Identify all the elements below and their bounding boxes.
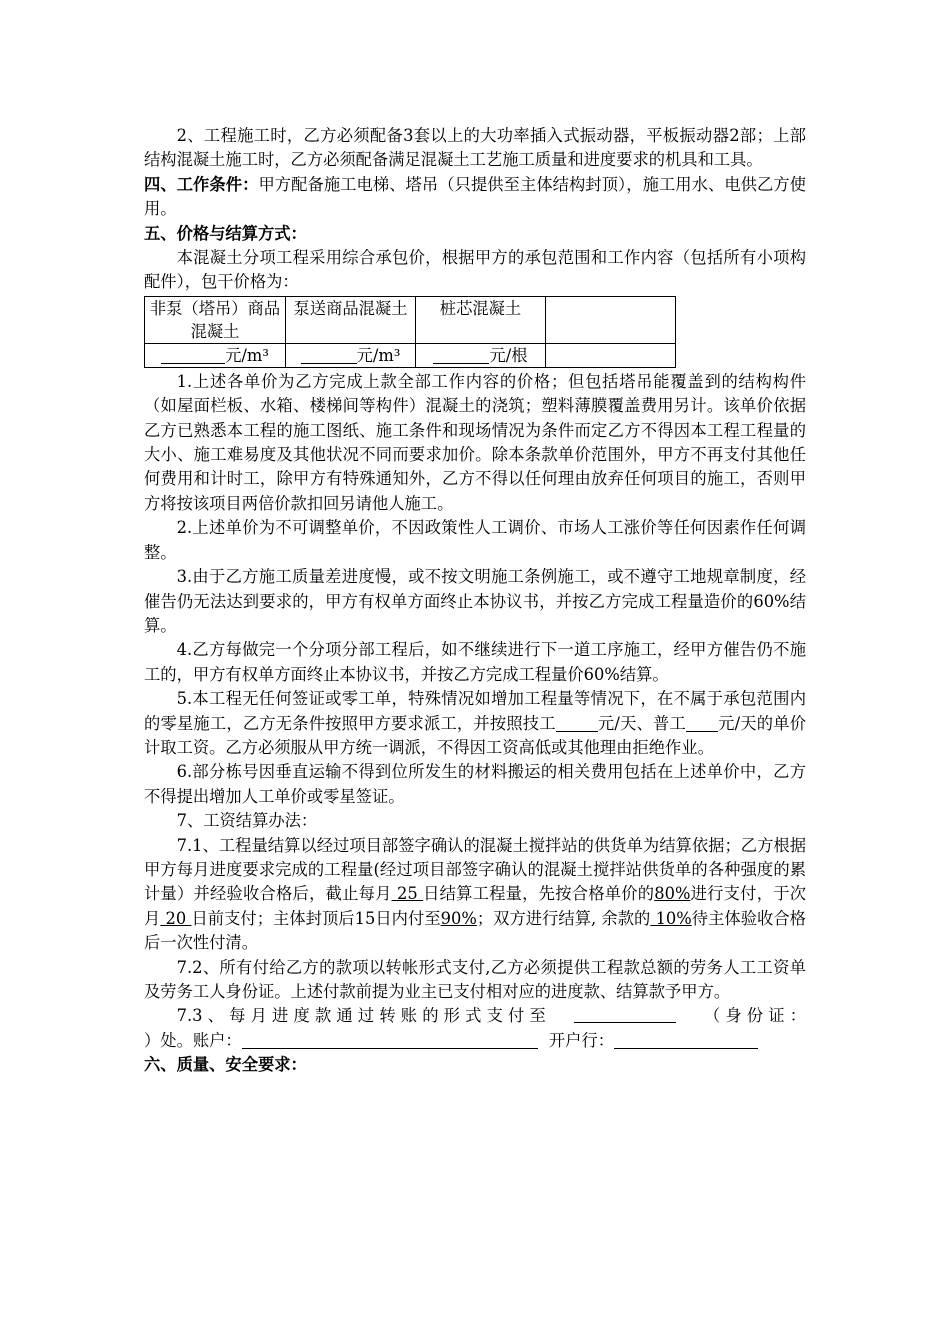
blank-line [242, 1030, 538, 1049]
heading-price-settlement: 五、价格与结算方式： [144, 223, 307, 243]
paragraph-equipment: 2、工程施工时，乙方必须配备3套以上的大功率插入式振动器，平板振动器2部；上部结构混凝土施工时，乙方必须配备满足混凝土工艺施工质量和进度要求的机具和工具。 [144, 126, 806, 170]
section-work-conditions [144, 173, 806, 222]
work-conditions-text: 甲方配备施工电梯、塔吊（只提供至主体结构封顶），施工用水、电供乙方使用。 [144, 174, 806, 219]
heading-work-conditions: 四、工作条件： [144, 174, 259, 194]
clause-7-3-line-1: 7.3 、 每 月 进 度 款 通 过 转 账 的 形 式 支 付 至 （ 身 份 证 ： [176, 1006, 806, 1026]
table-cell [546, 343, 676, 367]
table-cell: 元/m³ [286, 343, 416, 367]
table-header-cell: 泵送商品混凝土 [286, 296, 416, 343]
blank-line [301, 345, 357, 364]
table-header-cell: 桩芯混凝土 [416, 296, 546, 343]
blank-line [686, 713, 718, 732]
clause-7: 7、工资结算办法： [176, 811, 318, 831]
clause-2: 2.上述单价为不可调整单价，不因政策性人工调价、市场人工涨价等任何因素作任何调整。 [144, 518, 806, 562]
clause-4: 4.乙方每做完一个分项分部工程后，如不继续进行下一道工序施工，经甲方催告仍不施工的，甲方有权单方面终止本协议书，并按乙方完成工程量价60%结算。 [144, 640, 806, 684]
clause-7-2: 7.2、所有付给乙方的款项以转帐形式支付,乙方必须提供工程款总额的劳务人工工资单及劳务工人身份证。上述付款前提为业主已支付相对应的进度款、结算款予甲方。 [144, 957, 806, 1001]
blank-line [556, 713, 598, 732]
table-header-cell [546, 296, 676, 343]
table-header-row [145, 296, 676, 343]
price-table [144, 296, 676, 368]
table-header-cell: 非泵（塔吊）商品混凝土 [145, 296, 286, 343]
clause-1: 1.上述各单价为乙方完成上款全部工作内容的价格；但包括塔吊能覆盖到的结构构件（如屋面栏板、水箱、楼梯间等构件）混凝土的浇筑；塑料薄膜覆盖费用另计。该单价依据乙方已熟悉本工程的施工图纸、施工条件和现场情况为条件而定乙方不得因本工程工程量的大小、施工难易度及其他状况不同而要求加价。除本条款单价范围外，甲方不再支付其他任何费用和计时工，除甲方有特殊通知外，乙方不得以任何理由放弃任何项目的施工，否则甲方将按该项目两倍价款扣回另请他人施工。 [144, 371, 806, 513]
clause-5: 5.本工程无任何签证或零工单，特殊情况如增加工程量等情况下，在不属于承包范围内的零星施工，乙方无条件按照甲方要求派工，并按照技工 元/天、普工 元/天的单价计取工资。乙方必须服从甲方统一调派，不得因工资高低或其他理由拒绝作业。 [144, 689, 806, 757]
table-cell: 元/根 [416, 343, 546, 367]
clause-7-1: 7.1、工程量结算以经过项目部签字确认的混凝土搅拌站的供货单为结算依据；乙方根据甲方每月进度要求完成的工程量(经过项目部签字确认的混凝土搅拌站供货单的各种强度的累计量）并经验收合格后，截止每月 25 日结算工程量，先按合格单价的80%进行支付，于次月 20 日前支付；主体封顶后15日内付至90%；双方进行结算, 余款的 10%待主体验收合格后一次性付清。 [144, 835, 806, 953]
blank-line [574, 1004, 676, 1023]
paragraph-price-intro: 本混凝土分项工程采用综合承包价，根据甲方的承包范围和工作内容（包括所有小项构配件），包干价格为： [144, 248, 806, 292]
clause-3: 3.由于乙方施工质量差进度慢，或不按文明施工条例施工，或不遵守工地规章制度，经催告仍无法达到要求的，甲方有权单方面终止本协议书，并按乙方完成工程量造价的60%结算。 [144, 567, 806, 635]
clause-6: 6.部分栋号因垂直运输不得到位所发生的材料搬运的相关费用包括在上述单价中，乙方不得提出增加人工单价或零星签证。 [144, 762, 806, 806]
blank-line [433, 345, 489, 364]
document-body [144, 124, 806, 1078]
table-row [145, 343, 676, 367]
clause-7-3-line-2: ）处。账户： 开户行： [144, 1029, 806, 1053]
heading-quality-safety: 六、质量、安全要求： [144, 1055, 307, 1075]
blank-line [161, 345, 225, 364]
table-cell: 元/m³ [145, 343, 286, 367]
blank-line [614, 1030, 758, 1049]
